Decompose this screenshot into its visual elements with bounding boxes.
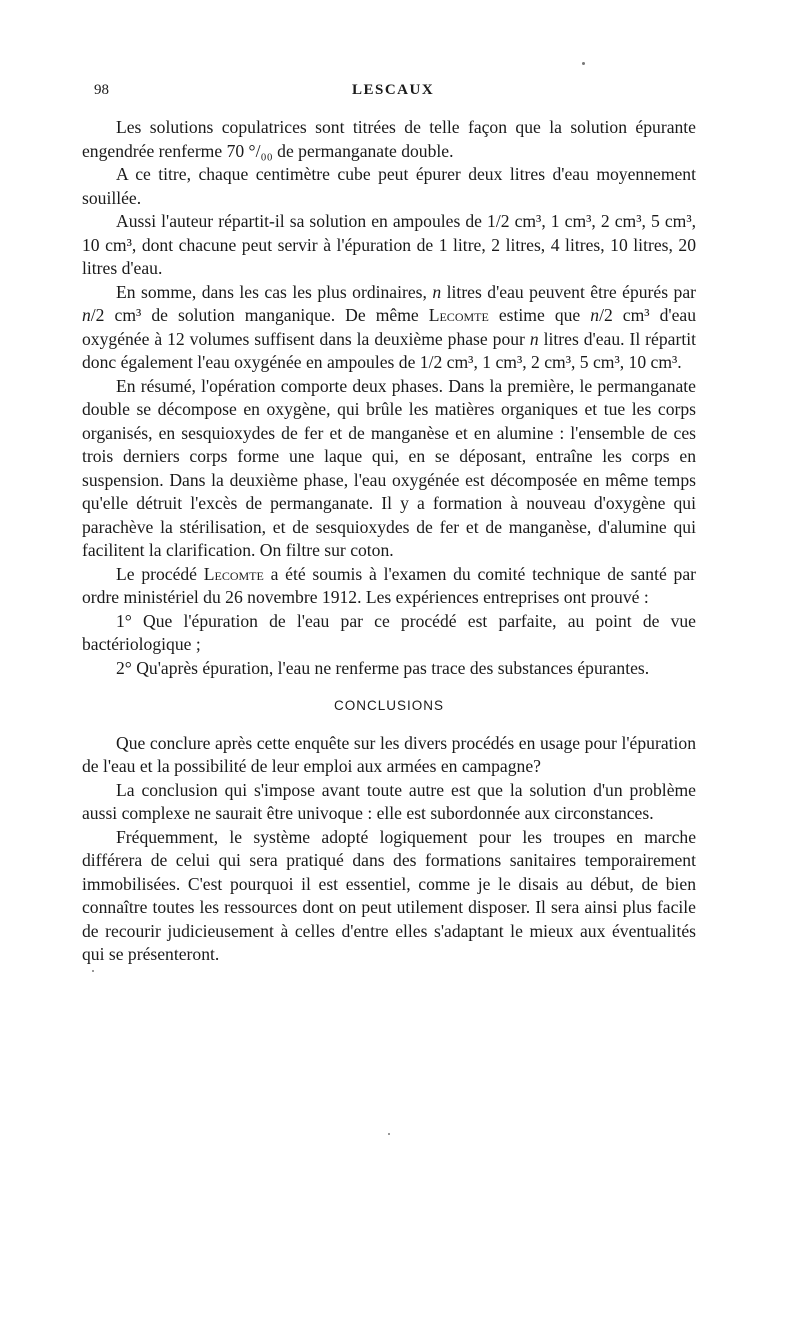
text-run: litres d'eau. Il répartit donc également l'eau oxygénée en ampoules de 1/2 cm³, 1 cm³, 2 cm³, 5 cm³, 10 cm³.: [82, 328, 696, 372]
page-header: [0, 82, 800, 108]
paragraph-ampoules: Aussi l'auteur répartit-il sa solution en ampoules de 1/2 cm³, 1 cm³, 2 cm³, 5 cm³, 10 cm³, dont chacune peut servir à l'épuration de 1 litre, 2 litres, 4 litres, 10 litres, 20 litres d'eau.: [82, 211, 696, 278]
body-text: [82, 116, 696, 967]
ink-speck-left: [92, 970, 94, 972]
paragraph-ce-titre: A ce titre, chaque centimètre cube peut épurer deux litres d'eau moyennement souillée.: [82, 164, 696, 208]
variable-n: n: [529, 328, 539, 349]
author-name: Lecomte: [203, 563, 264, 584]
page-number: 98: [94, 82, 109, 98]
text-run: /2 cm³ d'eau oxygénée à 12 volumes suffisent dans la deuxième phase pour: [82, 305, 696, 349]
text-run: estime que: [488, 305, 591, 325]
paragraph-la-conclusion: La conclusion qui s'impose avant toute autre est que la solution d'un problème aussi complexe ne saurait être univoque : elle est subordonnée aux circonstances.: [82, 779, 696, 823]
text-run: litres d'eau peuvent être épurés par: [441, 281, 696, 302]
ink-speck-bottom: [388, 1133, 390, 1135]
author-name: Lecomte: [428, 305, 489, 325]
paragraph-le-procede: [82, 563, 696, 610]
paragraph-solutions-copulatrices: Les solutions copulatrices sont titrées de telle façon que la solution épurante engendrée renferme 70 °/₀₀ de permanganate double.: [82, 117, 696, 161]
section-heading-conclusions: CONCLUSIONS: [333, 698, 444, 713]
variable-n: n: [82, 305, 91, 325]
text-run: En somme, dans les cas les plus ordinaires,: [116, 281, 433, 302]
running-head: LESCAUX: [352, 82, 435, 98]
list-item-1: 1° Que l'épuration de l'eau par ce procédé est parfaite, au point de vue bactériologique ;: [82, 610, 696, 654]
paragraph-frequemment: Fréquemment, le système adopté logiquement pour les troupes en marche différera de celui qui sera pratiqué dans des formations sanitaires temporairement immobilisées. C'est pourquoi il est essentiel, comme je le disais au début, de bien connaître toutes les ressources dont on peut utilement disposer. Il sera ainsi plus facile de recourir judicieusement à celles d'entre elles s'adaptant le mieux aux éventualités qui se présenteront.: [82, 826, 696, 964]
text-run: Le procédé: [116, 563, 204, 584]
variable-n: n: [432, 281, 442, 302]
paragraph-que-conclure: Que conclure après cette enquête sur les divers procédés en usage pour l'épuration de l'eau et la possibilité de leur emploi aux armées en campagne?: [82, 732, 696, 776]
list-item-2: 2° Qu'après épuration, l'eau ne renferme pas trace des substances épurantes.: [116, 657, 650, 678]
text-run: a été soumis à l'examen du comité technique de santé par ordre ministériel du 26 novembre 1912. Les expériences entreprises ont prouvé :: [82, 563, 696, 607]
ink-speck-top: [582, 62, 585, 65]
paragraph-en-somme: [82, 281, 696, 375]
paragraph-en-resume: En résumé, l'opération comporte deux phases. Dans la première, le permanganate double se décompose en oxygène, qui brûle les matières organiques et tue les corps organisés, en sesquioxydes de fer et de manganèse et en alumine : l'ensemble de ces trois derniers corps forme une laque qui, en se déposant, entraîne les corps en suspension. Dans la deuxième phase, l'eau oxygénée est décomposée en même temps qu'elle détruit l'excès de permanganate. Il y a formation à nouveau d'oxygène qui parachève la stérilisation, et de sesquioxydes de fer et de manganèse, d'alumine qui facilitent la clarification. On filtre sur coton.: [82, 375, 696, 560]
variable-n: n: [590, 305, 600, 325]
text-run: /2 cm³ de solution manganique. De même: [90, 305, 429, 325]
